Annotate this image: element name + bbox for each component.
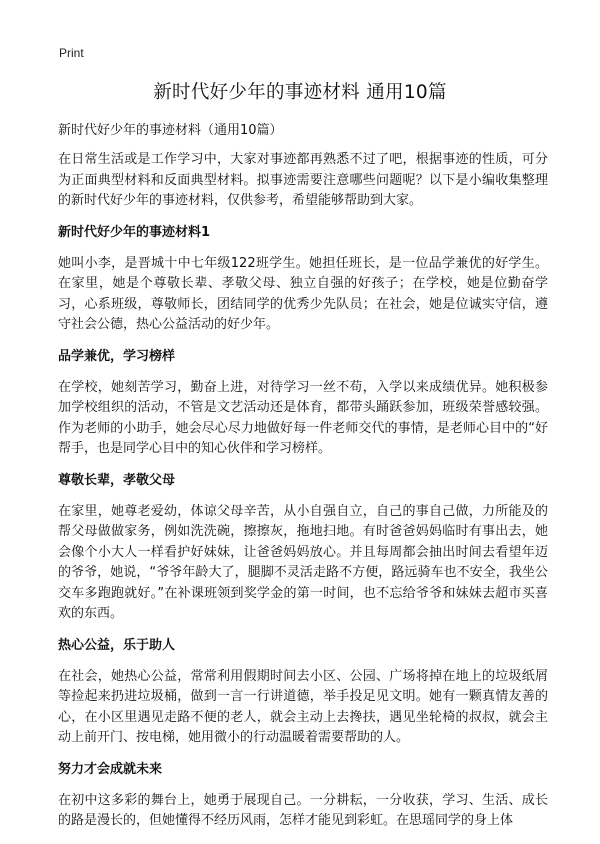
page-title: 新时代好少年的事迹材料 通用10篇 xyxy=(153,82,447,103)
section-paragraph: 在社会，她热心公益，常常利用假期时间去小区、公园、广场将掉在地上的垃圾纸屑等捡起来扔进垃圾桶，做到一言一行讲道德，举手投足见文明。她有一颗真情友善的心，在小区里遇见走路不便的老人，就会主动上去搀扶，遇见坐轮椅的叔叔，就会主动上前开门、按电梯，她用微小的行动温暖着需要帮助的人。 xyxy=(58,668,548,745)
article-subtitle: 新时代好少年的事迹材料（通用10篇） xyxy=(58,123,283,138)
intro-paragraph: 在日常生活或是工作学习中，大家对事迹都再熟悉不过了吧，根据事迹的性质，可分为正面典型材料和反面典型材料。拟事迹需要注意哪些问题呢？以下是小编收集整理的新时代好少年的事迹材料，仅供参考，希望能够帮助到大家。 xyxy=(58,152,548,208)
section-heading: 新时代好少年的事迹材料1 xyxy=(58,224,211,240)
section-heading: 尊敬长辈，孝敬父母 xyxy=(58,472,176,488)
section-paragraph: 在初中这多彩的舞台上，她勇于展现自己。一分耕耘，一分收获，学习、生活、成长的路是漫长的，但她懂得不经历风雨，怎样才能见到彩虹。在思瑶同学的身上体 xyxy=(58,792,548,828)
section-paragraph: 她叫小李，是晋城十中七年级122班学生。她担任班长，是一位品学兼优的好学生。在家里，她是个尊敬长辈、孝敬父母、独立自强的好孩子；在学校，她是位勤奋学习，心系班级，尊敬师长，团结同学的优秀少先队员；在社会，她是位诚实守信，遵守社会公德，热心公益活动的好少年。 xyxy=(58,255,548,332)
section-heading: 努力才会成就未来 xyxy=(58,761,163,777)
section-paragraph: 在学校，她刻苦学习，勤奋上进，对待学习一丝不苟，入学以来成绩优异。她积极参加学校组织的活动，不管是文艺活动还是体育，都带头踊跃参加，班级荣誉感较强。作为老师的小助手，她会尽心尽力地做好每一件老师交代的事情，是老师心目中的“好帮手，也是同学心目中的知心伙伴和学习榜样。 xyxy=(58,379,548,456)
section-heading: 热心公益，乐于助人 xyxy=(58,637,176,653)
section-heading: 品学兼优，学习榜样 xyxy=(58,348,176,364)
article-body xyxy=(58,122,548,844)
print-link[interactable]: Print xyxy=(59,46,84,60)
section-paragraph: 在家里，她尊老爱幼，体谅父母辛苦，从小自强自立，自己的事自己做，力所能及的帮父母做做家务，例如洗洗碗，擦擦灰，拖地扫地。有时爸爸妈妈临时有事出去，她会像个小大人一样看护好妹妹，让爸爸妈妈放心。并且每周都会抽出时间去看望年迈的爷爷，她说，“爷爷年龄大了，腿脚不灵活走路不方便，路远骑车也不安全，我坐公交车多跑跑就好。”在补课班领到奖学金的第一时间，也不忘给爷爷和妹妹去超市买喜欢的东西。 xyxy=(58,503,548,621)
